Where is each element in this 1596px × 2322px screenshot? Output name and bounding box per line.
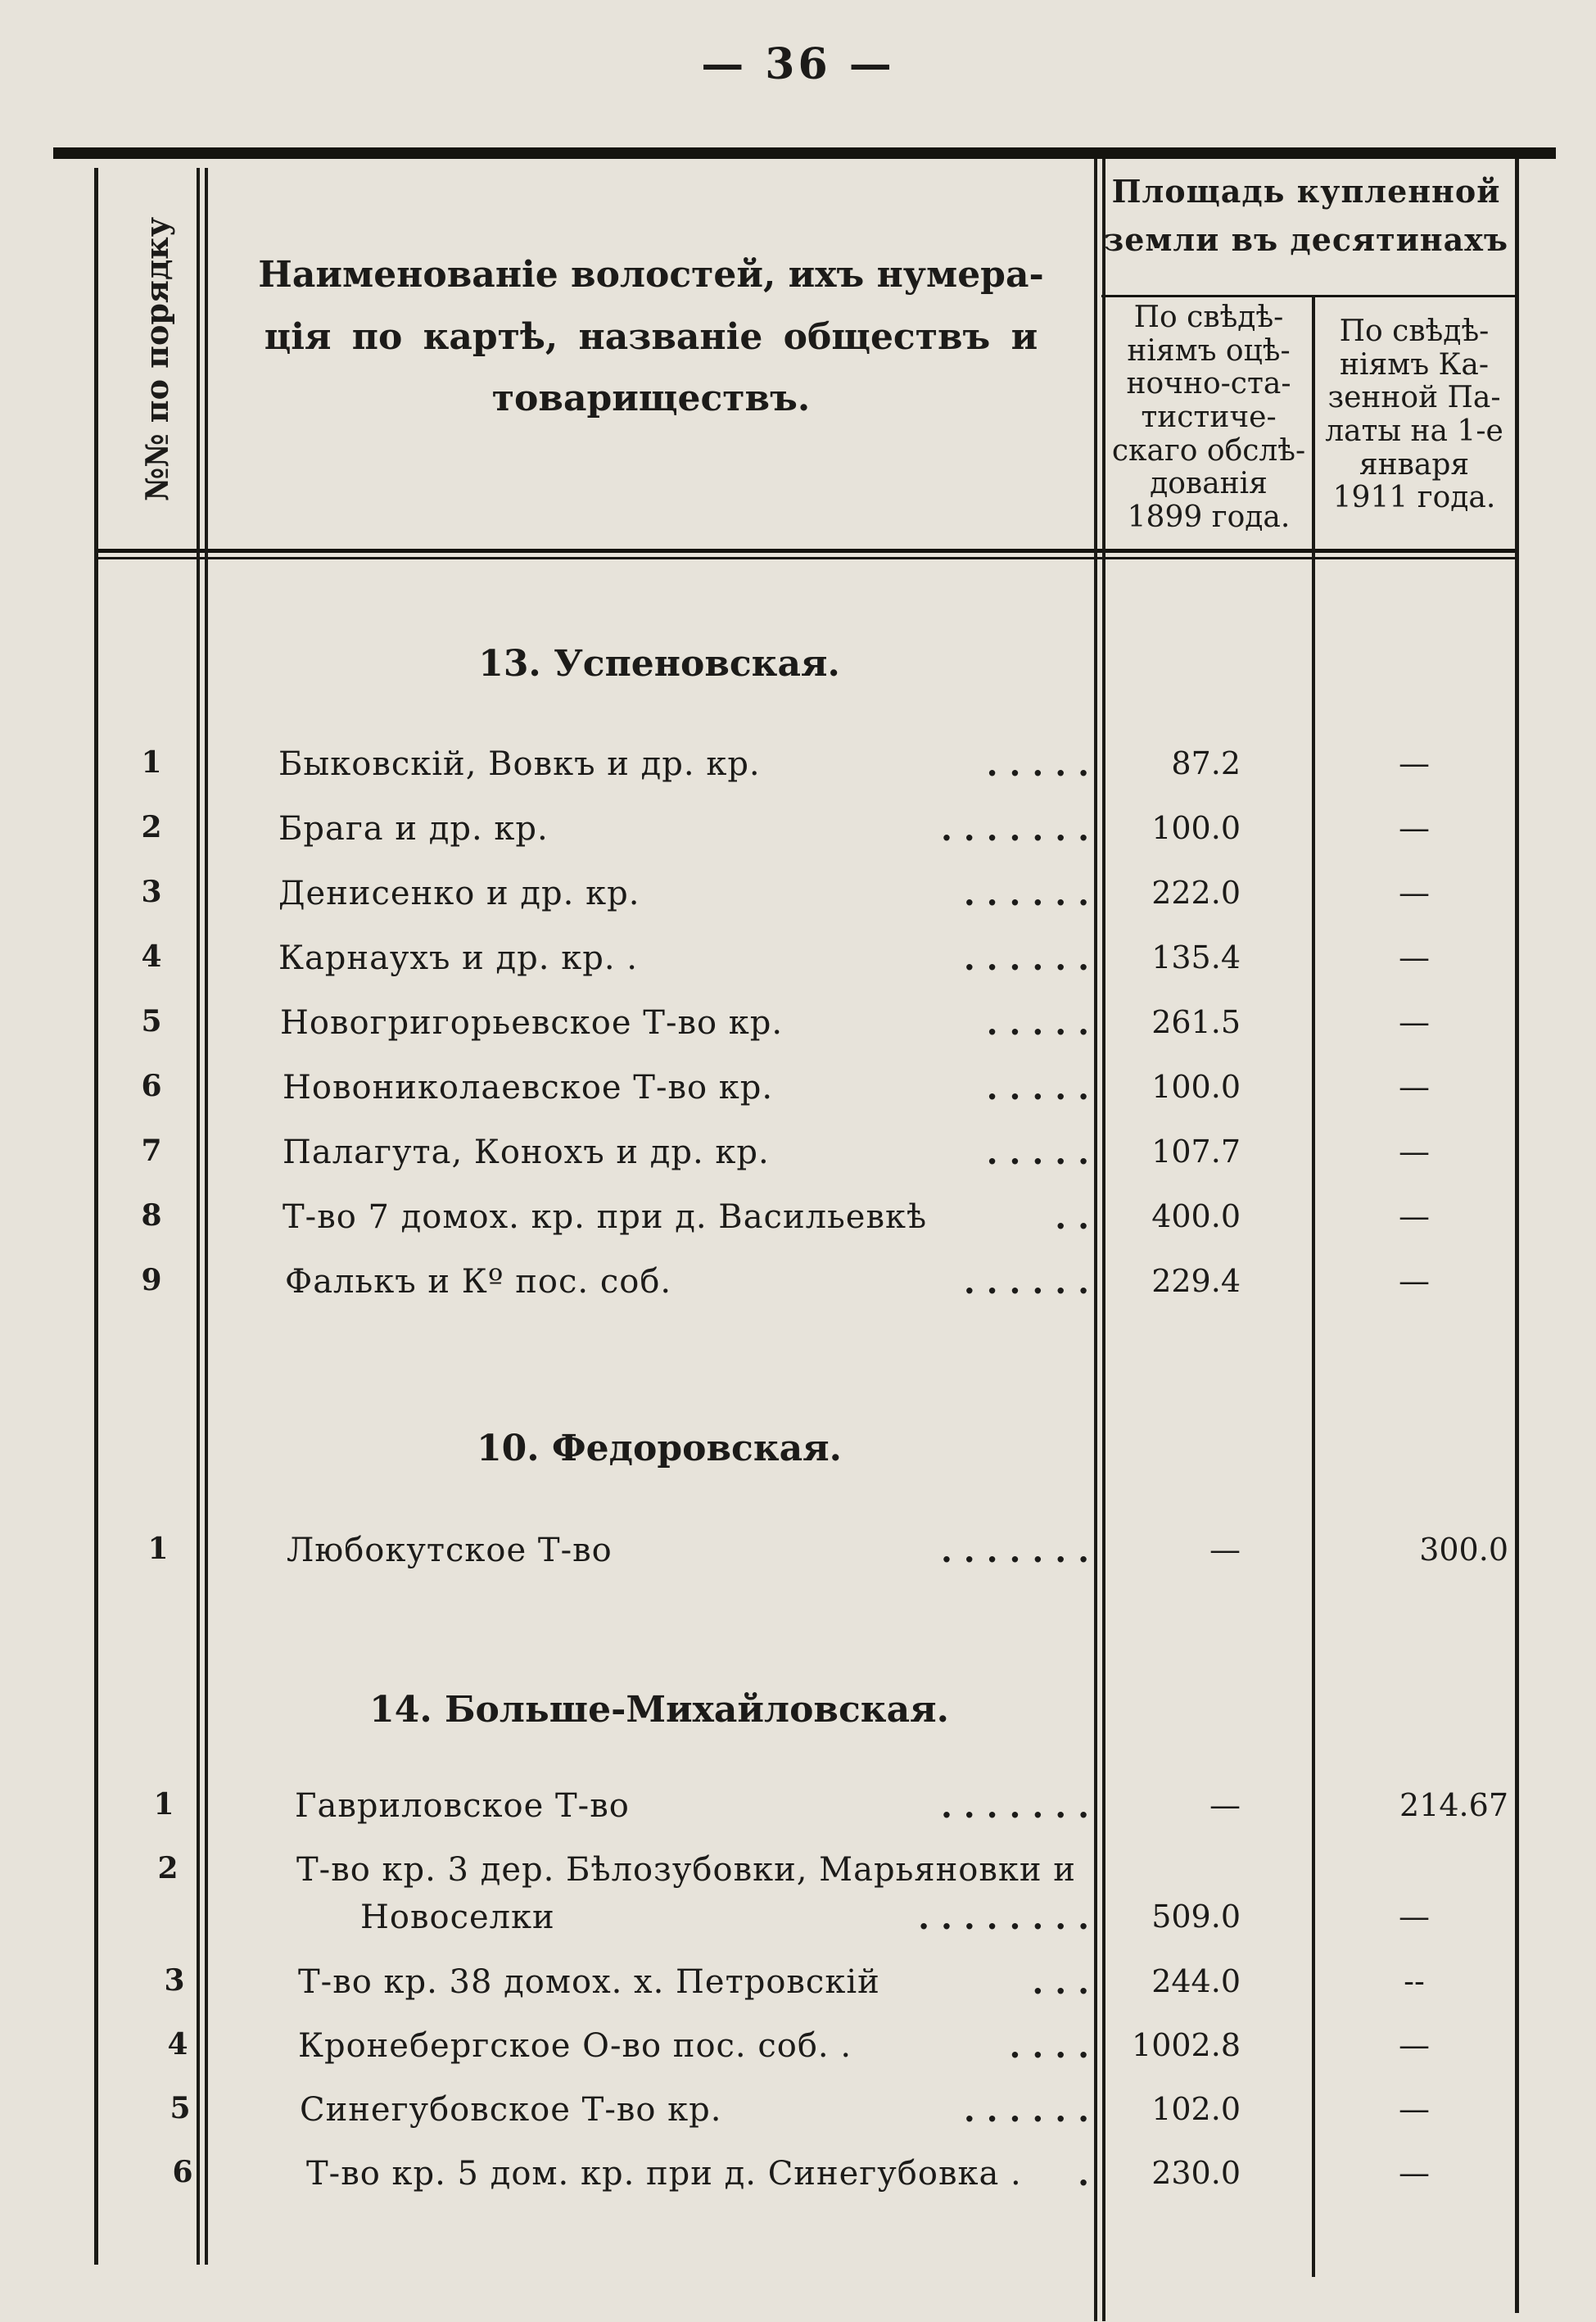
header-sub-line: 1911 года. [1332, 481, 1496, 515]
table-row [0, 939, 1596, 989]
header-col-area-1899 [1107, 301, 1310, 535]
table-row [0, 745, 1596, 794]
row-area-1899: — [1209, 1532, 1241, 1568]
row-area-1911: — [1399, 875, 1430, 911]
header-bottom-rule-2 [97, 557, 1517, 559]
row-dots: . . . . . [986, 1004, 1089, 1043]
table-row [0, 2027, 1596, 2076]
row-number: 2 [141, 810, 162, 844]
row-area-1911: — [1399, 1069, 1430, 1105]
row-dots: . . . . . . . [940, 1532, 1089, 1570]
row-area-1899: 229.4 [1151, 1263, 1241, 1299]
header-sub-line: скаго обслѣ- [1111, 433, 1306, 468]
header-bottom-rule [97, 549, 1517, 553]
row-number: 3 [164, 1963, 185, 1998]
table-row [0, 810, 1596, 859]
row-number: 5 [141, 1004, 162, 1039]
row-dots: . . . . . . . . [918, 1899, 1089, 1937]
table-row-continuation [0, 1899, 1596, 1948]
row-area-1911: — [1399, 2091, 1430, 2127]
header-sub-line: зенной Па- [1327, 381, 1501, 415]
row-area-1899: 509.0 [1151, 1899, 1241, 1935]
row-area-1899: 244.0 [1151, 1963, 1241, 1999]
row-name: Т-во кр. 3 дер. Бѣлозубовки, Марьяновки и [296, 1851, 1076, 1889]
header-sub-line: ніямъ Ка- [1339, 347, 1490, 382]
row-name: Брага и др. кр. [278, 810, 549, 848]
row-area-1899: 107.7 [1151, 1134, 1241, 1170]
row-area-1899: 100.0 [1151, 810, 1241, 846]
row-dots: . . [1055, 1198, 1089, 1237]
row-number: 5 [170, 2091, 191, 2125]
row-name: Новониколаевское Т-во кр. [283, 1069, 774, 1107]
row-name: Денисенко и др. кр. [278, 875, 640, 912]
row-area-1911: — [1399, 745, 1430, 781]
row-area-1899: 102.0 [1151, 2091, 1241, 2127]
table-row [0, 2091, 1596, 2140]
row-area-1899: 135.4 [1151, 939, 1241, 975]
row-number: 6 [141, 1069, 162, 1103]
row-name: Фалькъ и Кº пос. соб. [285, 1263, 672, 1301]
header-col-area-line: Площадь купленной [1111, 173, 1501, 210]
row-name: Т-во кр. 38 домох. х. Петровскій [298, 1963, 880, 2001]
section-title: 10. Федоровская. [477, 1428, 842, 1469]
row-area-1899: 222.0 [1151, 875, 1241, 911]
row-number: 1 [141, 745, 162, 780]
table-row [0, 1963, 1596, 2012]
row-area-1899: 87.2 [1171, 745, 1241, 781]
header-sub-line: дованія [1150, 467, 1268, 501]
table-row [0, 2155, 1596, 2204]
row-area-1911: — [1399, 1004, 1430, 1040]
header-col-number [100, 170, 215, 547]
row-name: Любокутское Т-во [287, 1532, 613, 1569]
header-sub-line: ніямъ оцѣ- [1127, 333, 1291, 368]
row-dots: . . . . . . [963, 875, 1089, 913]
row-number: 7 [141, 1134, 162, 1168]
row-area-1899: — [1209, 1787, 1241, 1823]
row-area-1911: — [1399, 1263, 1430, 1299]
row-name: Новогригорьевское Т-во кр. [280, 1004, 784, 1042]
table-row [0, 875, 1596, 924]
row-name: Гавриловское Т-во [295, 1787, 630, 1825]
header-col-name-line: Наименованіе волостей, ихъ нумера- [258, 254, 1044, 296]
page-number: — 36 — [701, 39, 895, 89]
row-number: 4 [141, 939, 162, 974]
row-dots: . . . . [1009, 2027, 1089, 2066]
row-area-1899: 100.0 [1151, 1069, 1241, 1105]
row-dots: . . . . . . [963, 1263, 1089, 1301]
area-header-rule [1101, 295, 1515, 297]
row-name: Палагута, Конохъ и др. кр. [283, 1134, 770, 1171]
row-area-1911: — [1399, 810, 1430, 846]
row-area-1899: 1002.8 [1132, 2027, 1241, 2063]
row-number: 2 [157, 1851, 179, 1885]
row-number: 1 [147, 1532, 169, 1566]
row-area-1911: — [1399, 2027, 1430, 2063]
row-dots: . . . . . . [963, 2091, 1089, 2130]
header-sub-line: По свѣдѣ- [1339, 315, 1490, 348]
section-title: 14. Больше-Михайловская. [369, 1689, 949, 1731]
table-row [0, 1069, 1596, 1118]
row-area-1911: — [1399, 1899, 1430, 1935]
row-area-1899: 230.0 [1151, 2155, 1241, 2191]
row-name: Т-во 7 домох. кр. при д. Васильевкѣ [283, 1198, 928, 1236]
row-area-1911: -- [1404, 1963, 1425, 1999]
header-col-name-line: ція по картѣ, названіе обществъ и [264, 315, 1038, 358]
header-col-area [1101, 168, 1511, 265]
row-area-1911: 300.0 [1419, 1532, 1508, 1568]
table-row [0, 1134, 1596, 1183]
row-number: 3 [141, 875, 162, 909]
header-sub-line: января [1359, 447, 1470, 482]
header-col-area-line: земли въ десятинахъ [1103, 220, 1509, 258]
row-number: 8 [141, 1198, 162, 1233]
section-title: 13. Успеновская. [478, 643, 840, 685]
row-name: Карнаухъ и др. кр. . [278, 939, 638, 977]
top-rule [53, 147, 1556, 159]
row-number: 6 [172, 2155, 193, 2189]
row-name: Быковскій, Вовкъ и др. кр. [278, 745, 761, 783]
header-col-number-text: №№ по порядку [138, 216, 176, 501]
row-name: Синегубовское Т-во кр. [300, 2091, 722, 2129]
table-row [0, 1532, 1596, 1581]
row-dots: . . . . . [986, 1134, 1089, 1172]
row-area-1911: — [1399, 1198, 1430, 1234]
header-sub-line: тистиче- [1141, 401, 1277, 435]
row-area-1911: — [1399, 939, 1430, 975]
row-name: Т-во кр. 5 дом. кр. при д. Синегубовка . [306, 2155, 1022, 2193]
row-dots: . . . [1032, 1963, 1089, 2002]
row-area-1911: — [1399, 1134, 1430, 1170]
row-dots: . . . . . . . [940, 1787, 1089, 1826]
row-number: 4 [167, 2027, 188, 2062]
header-sub-line: По свѣдѣ- [1133, 301, 1284, 334]
row-area-1911: 214.67 [1399, 1787, 1508, 1823]
table-row [0, 1851, 1596, 1900]
row-dots: . . . . . [986, 1069, 1089, 1107]
row-number: 9 [141, 1263, 162, 1297]
row-number: 1 [153, 1787, 174, 1822]
row-area-1911: — [1399, 2155, 1430, 2191]
row-dots: . . . . . . [963, 939, 1089, 978]
header-col-name [229, 244, 1073, 430]
row-dots: . [1078, 2155, 1089, 2193]
row-dots: . . . . . [986, 745, 1089, 784]
header-sub-line: ночно-ста- [1126, 367, 1291, 401]
row-name: Кронебергское О-во пос. соб. . [298, 2027, 852, 2065]
table-row [0, 1198, 1596, 1247]
header-col-name-line: товариществъ. [491, 378, 811, 420]
row-area-1899: 400.0 [1151, 1198, 1241, 1234]
row-name-continuation: Новоселки [360, 1899, 555, 1936]
header-sub-line: 1899 года. [1127, 500, 1291, 535]
row-dots: . . . . . . . [940, 810, 1089, 849]
row-area-1899: 261.5 [1151, 1004, 1241, 1040]
table-row [0, 1787, 1596, 1836]
table-row [0, 1004, 1596, 1053]
table-row [0, 1263, 1596, 1312]
header-sub-line: латы на 1-е [1325, 414, 1503, 449]
header-col-area-1911 [1320, 315, 1508, 515]
